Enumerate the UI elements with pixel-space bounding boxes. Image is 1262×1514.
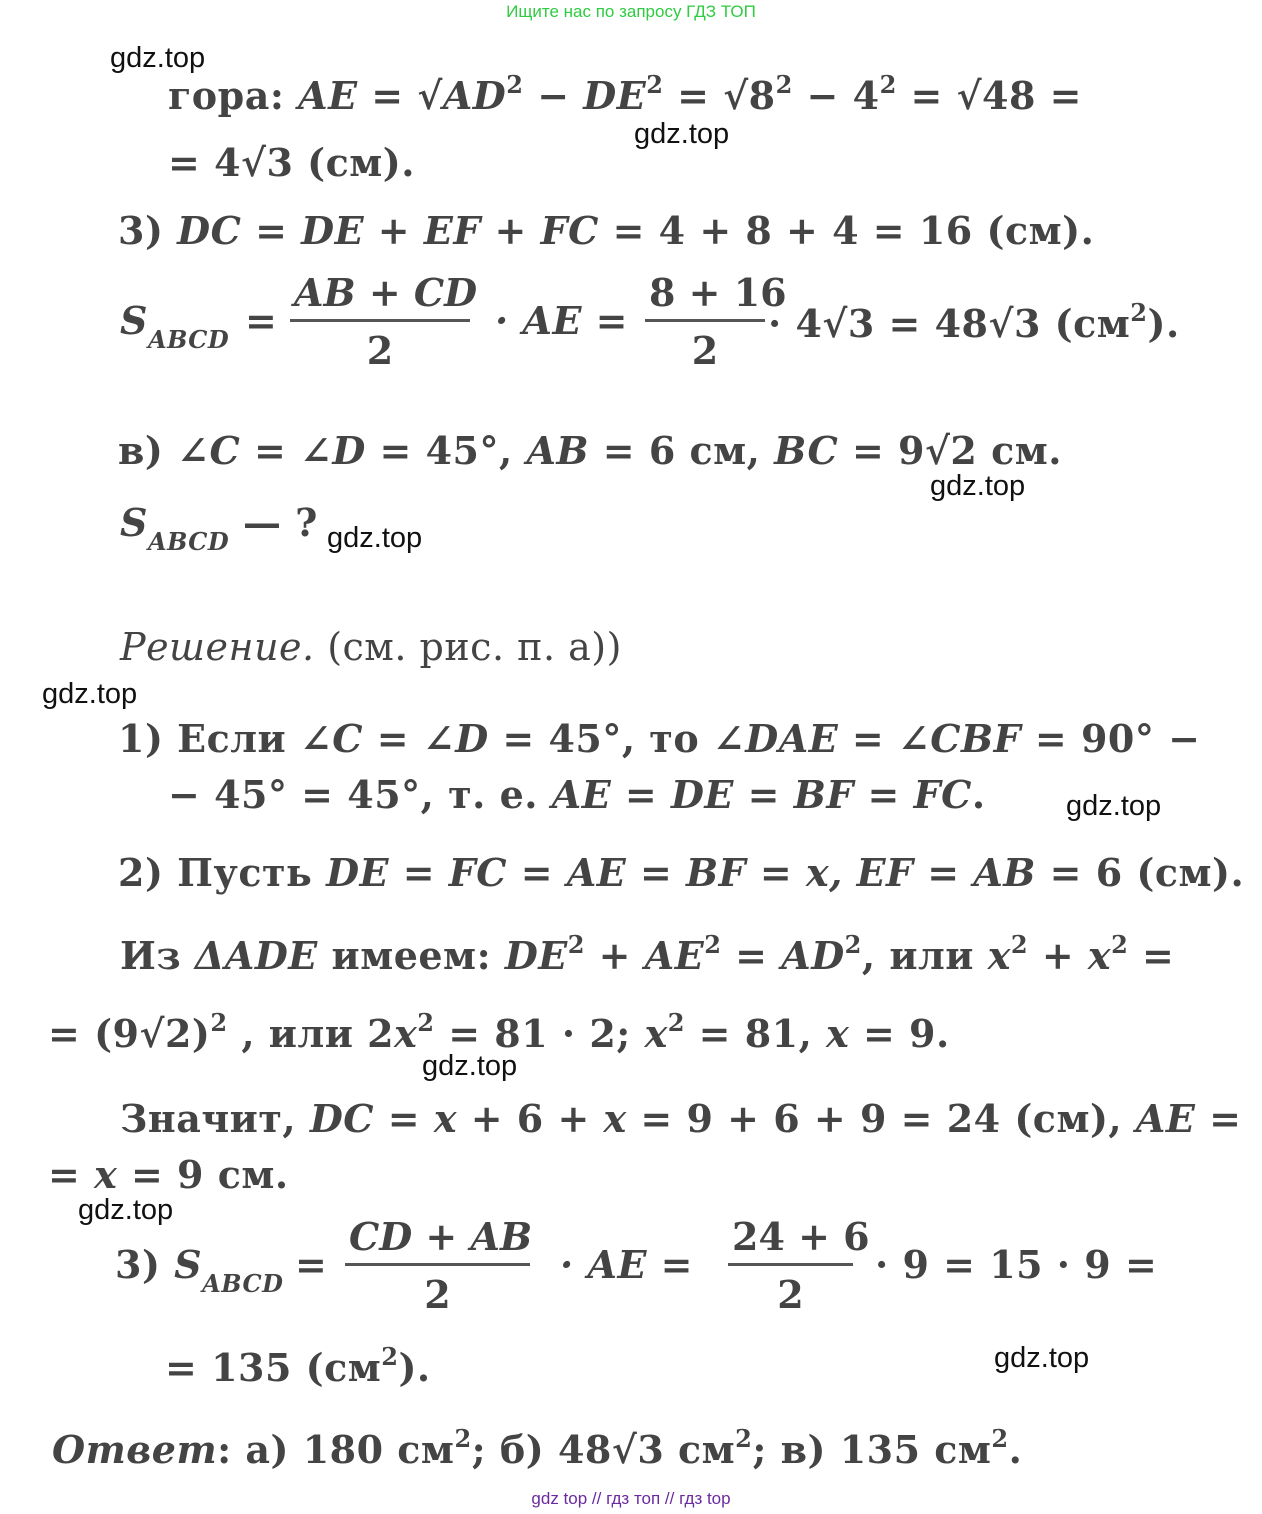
formula: x (644, 1011, 668, 1056)
formula: DC = x (309, 1096, 457, 1141)
equals-sign: = (295, 1242, 328, 1287)
line-step-1-cont (168, 772, 986, 817)
area-symbol: S (120, 500, 148, 545)
text: = 90° − (1021, 716, 1201, 761)
line-answer (52, 1424, 1022, 1472)
line-ae-result: = 4√3 (см). (168, 140, 415, 185)
line-solution-heading (120, 625, 622, 669)
watermark: gdz.top (634, 118, 730, 150)
line-step-1 (118, 716, 1200, 761)
fraction-bar (290, 319, 470, 322)
formula: AD (781, 933, 845, 978)
text: 2) Пусть (118, 850, 327, 895)
subscript: ABCD (202, 1269, 284, 1298)
text: = (1128, 933, 1175, 978)
numerator: 24 + 6 (732, 1214, 870, 1259)
formula: ΔADE (194, 933, 318, 978)
formula: AE = √AD (298, 73, 507, 118)
text: имеем: (317, 933, 505, 978)
area-result (768, 298, 1180, 346)
exponent: 2 (991, 1424, 1009, 1453)
line-area-v (115, 1242, 283, 1298)
formula: = √48 = (896, 73, 1082, 118)
solution-label: Решение. (120, 625, 315, 669)
formula: = (9√2) (48, 1011, 211, 1056)
formula: DC = DE + EF + FC (177, 208, 599, 253)
denominator: 2 (424, 1272, 451, 1317)
line-ae-value (48, 1152, 289, 1197)
equals-sign: = (245, 298, 278, 343)
numerator: AB + CD (294, 270, 478, 315)
exponent: 2 (667, 1008, 685, 1037)
answer-label: Ответ (52, 1427, 218, 1472)
text: Значит, (120, 1096, 310, 1141)
text: = 9 + 6 + 9 = 24 (см), (626, 1096, 1136, 1141)
text: в) (118, 428, 178, 473)
text: 3) (118, 208, 178, 253)
watermark: gdz.top (1066, 790, 1162, 822)
text: (см. рис. п. а)) (314, 625, 622, 669)
fraction-ab-cd (290, 270, 478, 373)
exponent: 2 (879, 70, 897, 99)
exponent: 2 (381, 1342, 399, 1371)
watermark: gdz.top (42, 678, 138, 710)
formula: − 4 (792, 73, 880, 118)
area-calc: · 9 = 15 · 9 = (875, 1242, 1158, 1287)
text: = 6 см, (589, 428, 775, 473)
denominator: 2 (777, 1272, 804, 1317)
text: + (1028, 933, 1088, 978)
text: = 135 (см (165, 1345, 382, 1390)
fraction-24-6 (728, 1214, 870, 1317)
text: = (721, 933, 782, 978)
exponent: 2 (844, 930, 862, 959)
fraction-cd-ab (345, 1214, 533, 1317)
line-solve-x (48, 1008, 950, 1056)
line-dc-value (120, 1096, 1241, 1141)
footer-links: gdz top // гдз топ // гдз top (531, 1489, 731, 1508)
formula: AB (526, 428, 590, 473)
watermark: gdz.top (110, 42, 206, 74)
text: = 81, (684, 1011, 827, 1056)
formula: ∠C = ∠D (177, 428, 366, 473)
text: = 4 + 8 + 4 = 16 (см). (598, 208, 1095, 253)
exponent: 2 (417, 1008, 435, 1037)
text: + 6 + (457, 1096, 604, 1141)
text: + (584, 933, 645, 978)
text: = 6 (см). (1035, 850, 1245, 895)
text: 3) (115, 1242, 175, 1287)
text: ; б) 48√3 см (471, 1427, 736, 1472)
formula: DE = FC = AE = BF = x, EF = AB (326, 850, 1036, 895)
text: Из (120, 933, 195, 978)
text: = 45°, то (488, 716, 713, 761)
text: = 9 см. (117, 1152, 289, 1197)
fraction-bar (345, 1263, 530, 1266)
formula: = √8 (663, 73, 776, 118)
text: 1) Если (118, 716, 300, 761)
text: — ? (229, 500, 318, 545)
formula: DE (504, 933, 568, 978)
formula: x (987, 933, 1011, 978)
line-find-area (120, 500, 318, 556)
text: гора: (168, 73, 299, 118)
fraction-bar (645, 319, 765, 322)
text: − 45° = 45°, т. е. (168, 772, 552, 817)
watermark: gdz.top (930, 470, 1026, 502)
numerator: 8 + 16 (649, 270, 787, 315)
text: : а) 180 см (217, 1427, 455, 1472)
formula: AE = DE = BF = FC (551, 772, 972, 817)
denominator: 2 (691, 328, 719, 373)
text: = 45°, (365, 428, 527, 473)
exponent: 2 (210, 1008, 228, 1037)
watermark: gdz.top (422, 1050, 518, 1082)
line-area-b (120, 298, 229, 354)
fraction-bar (728, 1263, 853, 1266)
text: = 9√2 см. (838, 428, 1062, 473)
formula: BC (774, 428, 839, 473)
text: = (1195, 1096, 1242, 1141)
line-pythagoras (120, 930, 1174, 978)
watermark: gdz.top (327, 522, 423, 554)
line-formula-ae (168, 70, 1082, 118)
formula: · AE = (560, 1242, 693, 1287)
formula: x (394, 1011, 418, 1056)
text: = 81 · 2; (434, 1011, 645, 1056)
exponent: 2 (1111, 930, 1129, 959)
watermark: gdz.top (994, 1342, 1090, 1374)
watermark: gdz.top (78, 1194, 174, 1226)
text: = (48, 1152, 95, 1197)
text: . (1008, 1427, 1023, 1472)
exponent: 2 (506, 70, 524, 99)
formula: x (1087, 933, 1112, 978)
area-symbol: S (120, 298, 148, 343)
fraction-8-16 (645, 270, 787, 373)
text: = 9. (849, 1011, 950, 1056)
subscript: ABCD (147, 527, 230, 556)
exponent: 2 (775, 70, 793, 99)
line-area-result (165, 1342, 431, 1390)
formula: AE (644, 933, 705, 978)
formula: ∠C = ∠D (299, 716, 489, 761)
formula: x (94, 1152, 118, 1197)
numerator: CD + AB (349, 1214, 533, 1259)
formula: AE (1135, 1096, 1196, 1141)
formula: x (826, 1011, 850, 1056)
exponent: 2 (704, 930, 722, 959)
exponent: 2 (567, 930, 585, 959)
line-step-2 (118, 850, 1244, 895)
formula: − DE (523, 73, 647, 118)
text: ). (398, 1345, 431, 1390)
text: ; в) 135 см (752, 1427, 992, 1472)
exponent: 2 (646, 70, 664, 99)
line-condition-v (118, 428, 1062, 473)
text: ). (1147, 301, 1180, 346)
formula: · 4√3 = 48√3 (см (768, 301, 1131, 346)
line-dc-sum (118, 208, 1094, 253)
exponent: 2 (1010, 930, 1029, 959)
search-hint-banner: Ищите нас по запросу ГДЗ ТОП (506, 2, 756, 21)
subscript: ABCD (147, 325, 230, 354)
exponent: 2 (454, 1424, 472, 1453)
text: , или 2 (227, 1011, 395, 1056)
formula: · AE = (495, 298, 628, 343)
formula: x (603, 1096, 627, 1141)
exponent: 2 (735, 1424, 753, 1453)
exponent: 2 (1130, 298, 1148, 327)
formula: ∠DAE = ∠CBF (712, 716, 1022, 761)
area-symbol: S (174, 1242, 203, 1287)
denominator: 2 (366, 328, 394, 373)
text: , или (861, 933, 988, 978)
text: . (971, 772, 986, 817)
